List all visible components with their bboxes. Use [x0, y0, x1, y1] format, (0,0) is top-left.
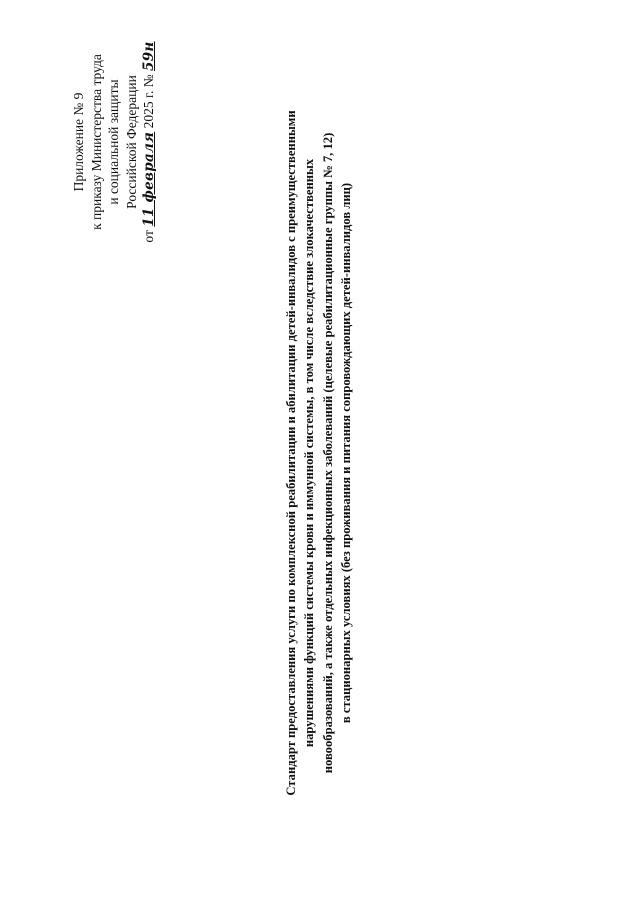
handwritten-date: 11 февраля [141, 131, 157, 227]
title-line-2: нарушениями функций системы крови и иммунной системы, в том числе вследствие злокачественных [302, 158, 317, 748]
handwritten-order-number: 59н [141, 41, 157, 71]
title-line-3: новообразований, а также отдельных инфекционных заболеваний (целевые реабилитационные группы № 7, 12) [320, 132, 335, 774]
title-line-1: Стандарт предоставления услуги по комплексной реабилитации и абилитации детей-инвалидов с преимущественными [284, 110, 298, 796]
title-line-4: в стационарных условиях (без проживания и питания сопровождающих детей-инвалидов лиц) [339, 182, 354, 724]
appendix-number: Приложение № 9 [71, 92, 86, 192]
appendix-block [70, 22, 159, 262]
date-year: 2025 г. № [141, 74, 156, 129]
appendix-ministry: и социальной защиты [106, 79, 121, 205]
appendix-date-line [140, 22, 159, 262]
document-title [282, 43, 356, 863]
appendix-order-ref: к приказу Министерства труда [88, 54, 104, 230]
date-prefix: от [141, 230, 156, 243]
appendix-country: Российской Федерации [123, 75, 139, 209]
